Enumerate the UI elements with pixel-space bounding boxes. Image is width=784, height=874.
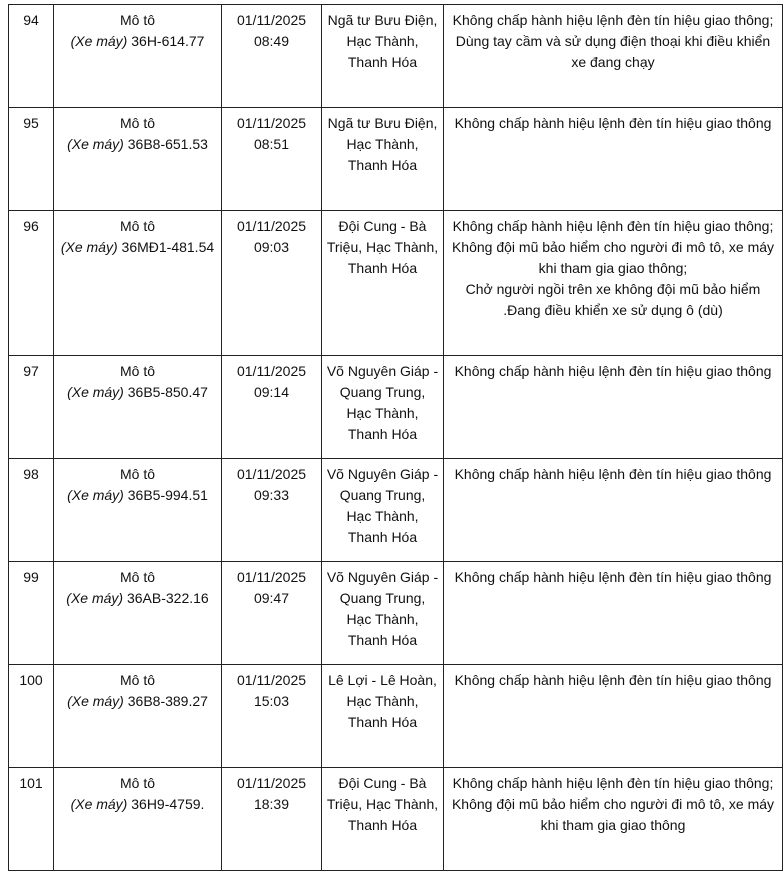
- vehicle-cell: [54, 459, 222, 562]
- violation-time: 09:14: [253, 384, 290, 400]
- datetime-cell: [222, 665, 322, 768]
- violation-cell: [444, 768, 783, 871]
- violation-location: Lê Lợi - Lê Hoàn, Hạc Thành, Thanh Hóa: [328, 672, 437, 730]
- violation-location: Ngã tư Bưu Điện, Hạc Thành, Thanh Hóa: [327, 12, 438, 70]
- table-row: [9, 211, 783, 356]
- vehicle-type: Mô tô: [119, 115, 155, 131]
- vehicle-cell: [54, 108, 222, 211]
- violation-location: Võ Nguyên Giáp - Quang Trung, Hạc Thành, Thanh Hóa: [326, 569, 439, 648]
- row-number-cell: [9, 459, 54, 562]
- datetime-cell: [222, 5, 322, 108]
- vehicle-subtype: (Xe máy): [60, 239, 118, 255]
- row-number: 96: [23, 218, 39, 234]
- violation-cell: [444, 108, 783, 211]
- license-plate: 36H9-4759.: [131, 796, 205, 812]
- location-cell: [322, 665, 444, 768]
- row-number: 94: [23, 12, 39, 28]
- vehicle-type: Mô tô: [119, 672, 155, 688]
- table-row: [9, 459, 783, 562]
- violation-date: 01/11/2025: [236, 775, 307, 791]
- violation-text: Không chấp hành hiệu lệnh đèn tín hiệu giao thông: [454, 115, 772, 131]
- table-row: [9, 5, 783, 108]
- datetime-cell: [222, 356, 322, 459]
- violation-text: Chở người ngồi trên xe không đội mũ bảo hiểm .Đang điều khiển xe sử dụng ô (dù): [465, 281, 761, 318]
- row-number-cell: [9, 665, 54, 768]
- row-number-cell: [9, 562, 54, 665]
- violation-time: 09:33: [253, 487, 290, 503]
- vehicle-cell: [54, 562, 222, 665]
- vehicle-cell: [54, 211, 222, 356]
- violation-time: 08:51: [253, 136, 290, 152]
- license-plate: 36MĐ1-481.54: [121, 239, 215, 255]
- vehicle-subtype: (Xe máy): [67, 487, 124, 503]
- violation-text: Không chấp hành hiệu lệnh đèn tín hiệu giao thông: [454, 569, 772, 585]
- violation-time: 09:47: [253, 590, 290, 606]
- location-cell: [322, 211, 444, 356]
- row-number: 100: [19, 672, 43, 688]
- location-cell: [322, 5, 444, 108]
- violation-date: 01/11/2025: [236, 672, 307, 688]
- violations-table: [8, 4, 783, 871]
- vehicle-type: Mô tô: [119, 775, 155, 791]
- vehicle-cell: [54, 768, 222, 871]
- row-number-cell: [9, 211, 54, 356]
- row-number: 101: [19, 775, 43, 791]
- vehicle-type: Mô tô: [119, 218, 155, 234]
- violation-text: Dùng tay cầm và sử dụng điện thoại khi điều khiển xe đang chạy: [455, 33, 771, 70]
- license-plate: 36B8-389.27: [127, 693, 208, 709]
- table-row: [9, 356, 783, 459]
- row-number-cell: [9, 768, 54, 871]
- violation-text: Không chấp hành hiệu lệnh đèn tín hiệu giao thông: [454, 672, 772, 688]
- violation-date: 01/11/2025: [236, 363, 307, 379]
- violation-text: Không đội mũ bảo hiểm cho người đi mô tô, xe máy khi tham gia giao thông;: [451, 239, 775, 276]
- location-cell: [322, 459, 444, 562]
- location-cell: [322, 768, 444, 871]
- violation-location: Võ Nguyên Giáp - Quang Trung, Hạc Thành, Thanh Hóa: [326, 363, 439, 442]
- violation-time: 18:39: [253, 796, 290, 812]
- license-plate: 36B8-651.53: [127, 136, 208, 152]
- datetime-cell: [222, 108, 322, 211]
- violation-date: 01/11/2025: [236, 115, 307, 131]
- vehicle-cell: [54, 356, 222, 459]
- datetime-cell: [222, 459, 322, 562]
- table-row: [9, 108, 783, 211]
- violation-date: 01/11/2025: [236, 12, 307, 28]
- license-plate: 36H-614.77: [131, 33, 205, 49]
- license-plate: 36AB-322.16: [126, 590, 209, 606]
- table-row: [9, 562, 783, 665]
- violations-table-body: [9, 5, 783, 871]
- vehicle-subtype: (Xe máy): [70, 796, 128, 812]
- datetime-cell: [222, 768, 322, 871]
- violation-text: Không chấp hành hiệu lệnh đèn tín hiệu giao thông;: [452, 775, 774, 791]
- violation-text: Không đội mũ bảo hiểm cho người đi mô tô, xe máy khi tham gia giao thông: [451, 796, 775, 833]
- license-plate: 36B5-994.51: [127, 487, 208, 503]
- violation-location: Ngã tư Bưu Điện, Hạc Thành, Thanh Hóa: [327, 115, 438, 173]
- violation-date: 01/11/2025: [236, 569, 307, 585]
- datetime-cell: [222, 562, 322, 665]
- vehicle-type: Mô tô: [119, 569, 155, 585]
- violation-text: Không chấp hành hiệu lệnh đèn tín hiệu giao thông: [454, 363, 772, 379]
- vehicle-type: Mô tô: [119, 12, 155, 28]
- row-number: 99: [23, 569, 39, 585]
- vehicle-type: Mô tô: [119, 363, 155, 379]
- row-number-cell: [9, 108, 54, 211]
- vehicle-type: Mô tô: [119, 466, 155, 482]
- violation-location: Đội Cung - Bà Triệu, Hạc Thành, Thanh Hóa: [326, 218, 439, 276]
- violation-time: 15:03: [253, 693, 290, 709]
- table-row: [9, 768, 783, 871]
- row-number-cell: [9, 5, 54, 108]
- vehicle-subtype: (Xe máy): [67, 384, 124, 400]
- table-row: [9, 665, 783, 768]
- violation-cell: [444, 5, 783, 108]
- vehicle-subtype: (Xe máy): [66, 590, 124, 606]
- row-number: 95: [23, 115, 39, 131]
- violation-time: 08:49: [253, 33, 290, 49]
- violation-time: 09:03: [253, 239, 290, 255]
- datetime-cell: [222, 211, 322, 356]
- vehicle-cell: [54, 665, 222, 768]
- violation-cell: [444, 665, 783, 768]
- violation-cell: [444, 459, 783, 562]
- vehicle-subtype: (Xe máy): [70, 33, 128, 49]
- row-number: 98: [23, 466, 39, 482]
- row-number: 97: [23, 363, 39, 379]
- violation-date: 01/11/2025: [236, 466, 307, 482]
- violation-location: Đội Cung - Bà Triệu, Hạc Thành, Thanh Hóa: [326, 775, 439, 833]
- violation-cell: [444, 211, 783, 356]
- violation-text: Không chấp hành hiệu lệnh đèn tín hiệu giao thông;: [452, 218, 774, 234]
- vehicle-subtype: (Xe máy): [67, 693, 124, 709]
- violation-cell: [444, 356, 783, 459]
- location-cell: [322, 562, 444, 665]
- location-cell: [322, 356, 444, 459]
- vehicle-subtype: (Xe máy): [67, 136, 124, 152]
- license-plate: 36B5-850.47: [127, 384, 208, 400]
- violation-cell: [444, 562, 783, 665]
- row-number-cell: [9, 356, 54, 459]
- location-cell: [322, 108, 444, 211]
- violation-text: Không chấp hành hiệu lệnh đèn tín hiệu giao thông;: [452, 12, 774, 28]
- violation-location: Võ Nguyên Giáp - Quang Trung, Hạc Thành, Thanh Hóa: [326, 466, 439, 545]
- vehicle-cell: [54, 5, 222, 108]
- violation-text: Không chấp hành hiệu lệnh đèn tín hiệu giao thông: [454, 466, 772, 482]
- violation-date: 01/11/2025: [236, 218, 307, 234]
